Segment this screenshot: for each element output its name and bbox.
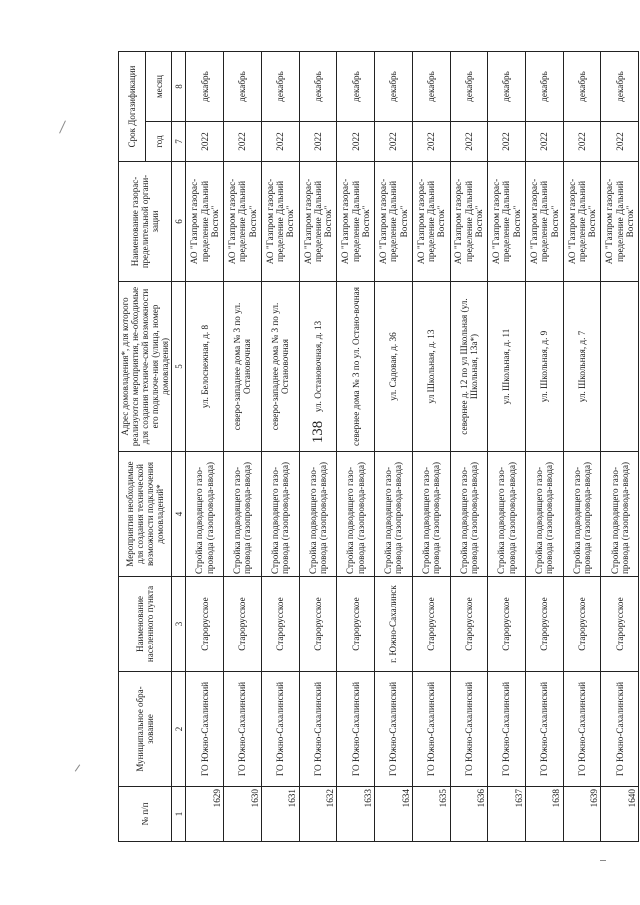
month-cell: декабрь [412, 52, 450, 122]
year-cell: 2022 [186, 122, 224, 162]
municipality-cell: ГО Южно-Сахалинский [412, 672, 450, 787]
settlement-cell: Старорусское [412, 577, 450, 672]
header-municipality: Муниципальное обра-зование [119, 672, 172, 787]
table-row [186, 52, 224, 842]
table-body [186, 52, 639, 842]
month-cell: декабрь [526, 52, 564, 122]
gas-org-cell: АО "Газпром газорас-пределение Дальний Восток" [601, 162, 639, 282]
year-cell: 2022 [299, 122, 337, 162]
header-month: месяц [145, 52, 172, 122]
settlement-cell: Старорусское [299, 577, 337, 672]
gas-org-cell: АО "Газпром газорас-пределение Дальний Восток" [261, 162, 299, 282]
measure-cell: Стройка подводящего газо-провода (газопровода-ввода) [224, 452, 262, 577]
header-address: Адрес домовладения*, для которого реализуются мероприятия, не-обходимые для создания техниче-ской возможности его подключе-ния (улица, номер домовладения) [119, 282, 172, 452]
address-cell: ул. Остановочная, д. 13 [299, 282, 337, 452]
column-number: 1 [172, 787, 186, 842]
month-cell: декабрь [224, 52, 262, 122]
year-cell: 2022 [375, 122, 413, 162]
measure-cell: Стройка подводящего газо-провода (газопровода-ввода) [337, 452, 375, 577]
month-cell: декабрь [488, 52, 526, 122]
address-cell: ул. Школьная, д. 7 [563, 282, 601, 452]
row-number: 1634 [375, 787, 413, 842]
table-row [450, 52, 488, 842]
municipality-cell: ГО Южно-Сахалинский [563, 672, 601, 787]
address-cell: ул. Школьная, д. 11 [488, 282, 526, 452]
year-cell: 2022 [412, 122, 450, 162]
address-cell: ул. Садовая, д. 36 [375, 282, 413, 452]
table-row [224, 52, 262, 842]
year-cell: 2022 [563, 122, 601, 162]
row-number: 1640 [601, 787, 639, 842]
year-cell: 2022 [488, 122, 526, 162]
column-number: 2 [172, 672, 186, 787]
scan-mark [59, 120, 66, 133]
column-number: 3 [172, 577, 186, 672]
gas-org-cell: АО "Газпром газорас-пределение Дальний Восток" [526, 162, 564, 282]
table-row [563, 52, 601, 842]
address-cell: ул. Школьная, д. 9 [526, 282, 564, 452]
municipality-cell: ГО Южно-Сахалинский [450, 672, 488, 787]
month-cell: декабрь [601, 52, 639, 122]
row-number: 1629 [186, 787, 224, 842]
address-cell: ул Школьная, д. 13 [412, 282, 450, 452]
municipality-cell: ГО Южно-Сахалинский [299, 672, 337, 787]
gas-org-cell: АО "Газпром газорас-пределение Дальний Восток" [488, 162, 526, 282]
header-deadline: Срок Догазификации [119, 52, 146, 162]
settlement-cell: Старорусское [601, 577, 639, 672]
row-number: 1631 [261, 787, 299, 842]
measure-cell: Стройка подводящего газо-провода (газопровода-ввода) [261, 452, 299, 577]
settlement-cell: Старорусское [563, 577, 601, 672]
table-row [261, 52, 299, 842]
row-number: 1635 [412, 787, 450, 842]
month-cell: декабрь [299, 52, 337, 122]
table-row [412, 52, 450, 842]
month-cell: декабрь [337, 52, 375, 122]
row-number: 1630 [224, 787, 262, 842]
row-number: 1632 [299, 787, 337, 842]
year-cell: 2022 [526, 122, 564, 162]
address-cell: севернее д. 12 по ул Школьная (ул. Школьная, 13а*) [450, 282, 488, 452]
scan-mark [75, 764, 80, 771]
settlement-cell: г. Южно-Сахалинск [375, 577, 413, 672]
gas-org-cell: АО "Газпром газорас-пределение Дальний Восток" [450, 162, 488, 282]
table-row [337, 52, 375, 842]
page-number: 138 [310, 420, 326, 444]
table-row [299, 52, 337, 842]
header-year: год [145, 122, 172, 162]
column-number: 5 [172, 282, 186, 452]
measure-cell: Стройка подводящего газо-провода (газопровода-ввода) [601, 452, 639, 577]
address-cell: ул. Белоснежная, д. 8 [186, 282, 224, 452]
municipality-cell: ГО Южно-Сахалинский [224, 672, 262, 787]
year-cell: 2022 [450, 122, 488, 162]
column-number: 6 [172, 162, 186, 282]
month-cell: декабрь [261, 52, 299, 122]
settlement-cell: Старорусское [450, 577, 488, 672]
column-number: 4 [172, 452, 186, 577]
gas-org-cell: АО "Газпром газорас-пределение Дальний Восток" [299, 162, 337, 282]
gas-org-cell: АО "Газпром газорас-пределение Дальний Восток" [186, 162, 224, 282]
settlement-cell: Старорусское [186, 577, 224, 672]
month-cell: декабрь [450, 52, 488, 122]
address-cell [601, 282, 639, 452]
gas-org-cell: АО "Газпром газорас-пределение Дальний Восток" [563, 162, 601, 282]
settlement-cell: Старорусское [526, 577, 564, 672]
month-cell: декабрь [563, 52, 601, 122]
municipality-cell: ГО Южно-Сахалинский [186, 672, 224, 787]
row-number: 1637 [488, 787, 526, 842]
gas-org-cell: АО "Газпром газорас-пределение Дальний Восток" [375, 162, 413, 282]
column-numbers-row [172, 52, 186, 842]
gas-org-cell: АО "Газпром газорас-пределение Дальний Восток" [224, 162, 262, 282]
header-gas-org: Наименование газорас-пределительной органи-зации [119, 162, 172, 282]
measure-cell: Стройка подводящего газо-провода (газопровода-ввода) [299, 452, 337, 577]
row-number: 1639 [563, 787, 601, 842]
gas-org-cell: АО "Газпром газорас-пределение Дальний Восток" [412, 162, 450, 282]
table-row [488, 52, 526, 842]
year-cell: 2022 [224, 122, 262, 162]
table-row [375, 52, 413, 842]
gasification-table [118, 51, 639, 842]
scan-mark [600, 860, 606, 861]
settlement-cell: Старорусское [488, 577, 526, 672]
measure-cell: Стройка подводящего газо-провода (газопровода-ввода) [450, 452, 488, 577]
measure-cell: Стройка подводящего газо-провода (газопровода-ввода) [488, 452, 526, 577]
municipality-cell: ГО Южно-Сахалинский [337, 672, 375, 787]
table-row [526, 52, 564, 842]
month-cell: декабрь [375, 52, 413, 122]
municipality-cell: ГО Южно-Сахалинский [488, 672, 526, 787]
municipality-cell: ГО Южно-Сахалинский [526, 672, 564, 787]
measure-cell: Стройка подводящего газо-провода (газопровода-ввода) [186, 452, 224, 577]
row-number: 1638 [526, 787, 564, 842]
municipality-cell: ГО Южно-Сахалинский [601, 672, 639, 787]
gas-org-cell: АО "Газпром газорас-пределение Дальний Восток" [337, 162, 375, 282]
table-row [601, 52, 639, 842]
address-cell: северо-западнее дома № 3 по ул. Остановочная [261, 282, 299, 452]
year-cell: 2022 [337, 122, 375, 162]
measure-cell: Стройка подводящего газо-провода (газопровода-ввода) [375, 452, 413, 577]
settlement-cell: Старорусское [224, 577, 262, 672]
month-cell: декабрь [186, 52, 224, 122]
address-cell: северо-западнее дома № 3 по ул. Остановочная [224, 282, 262, 452]
measure-cell: Стройка подводящего газо-провода (газопровода-ввода) [526, 452, 564, 577]
header-settlement: Наименование населенного пункта [119, 577, 172, 672]
settlement-cell: Старорусское [337, 577, 375, 672]
rotated-table-container [118, 52, 637, 842]
municipality-cell: ГО Южно-Сахалинский [375, 672, 413, 787]
measure-cell: Стройка подводящего газо-провода (газопровода-ввода) [412, 452, 450, 577]
column-number: 8 [172, 52, 186, 122]
year-cell: 2022 [601, 122, 639, 162]
year-cell: 2022 [261, 122, 299, 162]
row-number: 1633 [337, 787, 375, 842]
column-number: 7 [172, 122, 186, 162]
header-measures: Мероприятия необходимые для создания технической возможности подключения домовладений* [119, 452, 172, 577]
row-number: 1636 [450, 787, 488, 842]
municipality-cell: ГО Южно-Сахалинский [261, 672, 299, 787]
settlement-cell: Старорусское [261, 577, 299, 672]
address-cell: севернее дома № 3 по ул. Остано-вочная [337, 282, 375, 452]
header-num: № п/п [119, 787, 172, 842]
measure-cell: Стройка подводящего газо-провода (газопровода-ввода) [563, 452, 601, 577]
